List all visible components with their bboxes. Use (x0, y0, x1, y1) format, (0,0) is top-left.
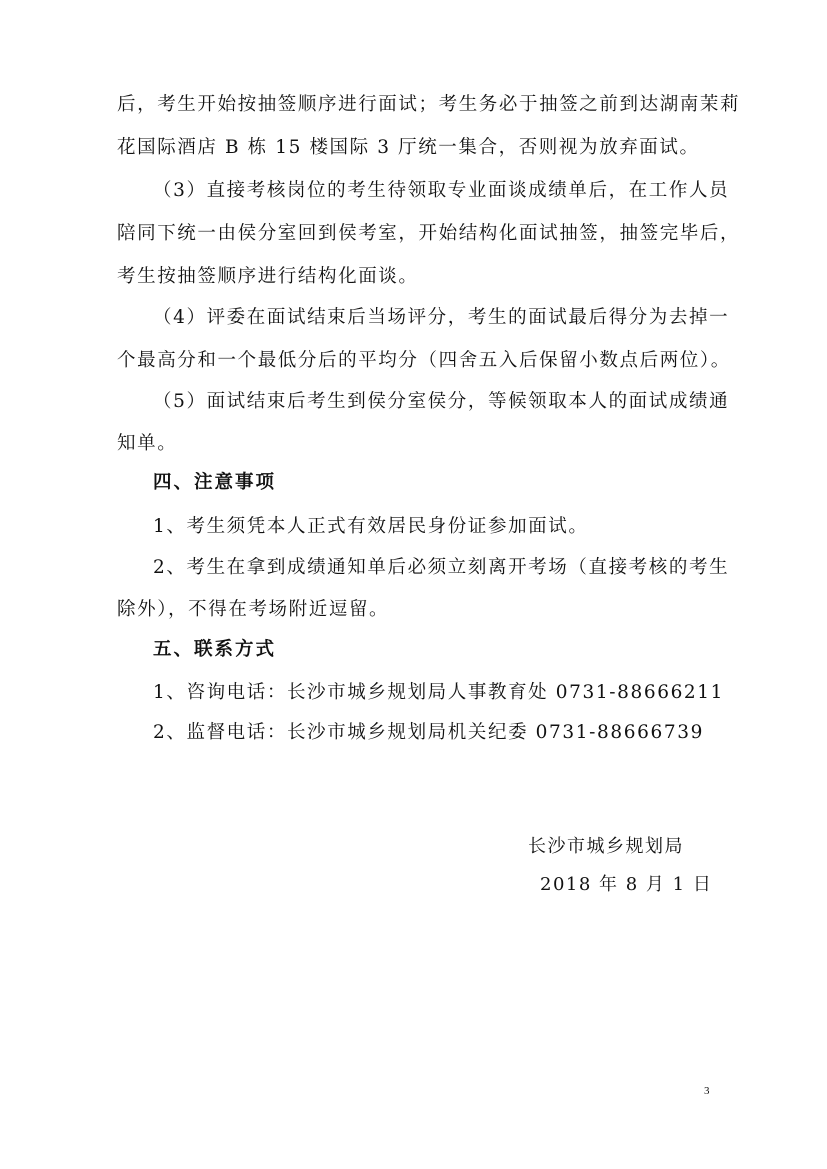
signature-org: 长沙市城乡规划局 (528, 836, 684, 857)
paragraph-line: 知单。 (117, 433, 178, 454)
contact-item: 2、监督电话：长沙市城乡规划局机关纪委 0731-88666739 (153, 722, 704, 743)
paragraph-line: 后，考生开始按抽签顺序进行面试；考生务必于抽签之前到达湖南茉莉 (117, 94, 741, 115)
notes-item: 除外），不得在考场附近逗留。 (117, 599, 390, 620)
page-number: 3 (704, 1085, 710, 1097)
signature-date: 2018 年 8 月 1 日 (540, 874, 713, 895)
notes-item: 1、考生须凭本人正式有效居民身份证参加面试。 (153, 516, 589, 537)
paragraph-line: 陪同下统一由侯分室回到侯考室，开始结构化面试抽签，抽签完毕后， (117, 223, 741, 244)
section-heading-contact: 五、联系方式 (153, 639, 277, 660)
notes-item: 2、考生在拿到成绩通知单后必须立刻离开考场（直接考核的考生 (153, 557, 730, 578)
contact-item: 1、咨询电话：长沙市城乡规划局人事教育处 0731-88666211 (153, 682, 725, 703)
paragraph-line: （3）直接考核岗位的考生待领取专业面谈成绩单后，在工作人员 (153, 180, 730, 201)
paragraph-line: 考生按抽签顺序进行结构化面谈。 (117, 266, 419, 287)
paragraph-line: （5）面试结束后考生到侯分室侯分，等候领取本人的面试成绩通 (153, 391, 730, 412)
paragraph-line: 个最高分和一个最低分后的平均分（四舍五入后保留小数点后两位）。 (117, 350, 731, 371)
section-heading-notes: 四、注意事项 (153, 472, 277, 493)
paragraph-line: 花国际酒店 B 栋 15 楼国际 3 厅统一集合，否则视为放弃面试。 (117, 137, 700, 158)
paragraph-line: （4）评委在面试结束后当场评分，考生的面试最后得分为去掉一 (153, 307, 730, 328)
